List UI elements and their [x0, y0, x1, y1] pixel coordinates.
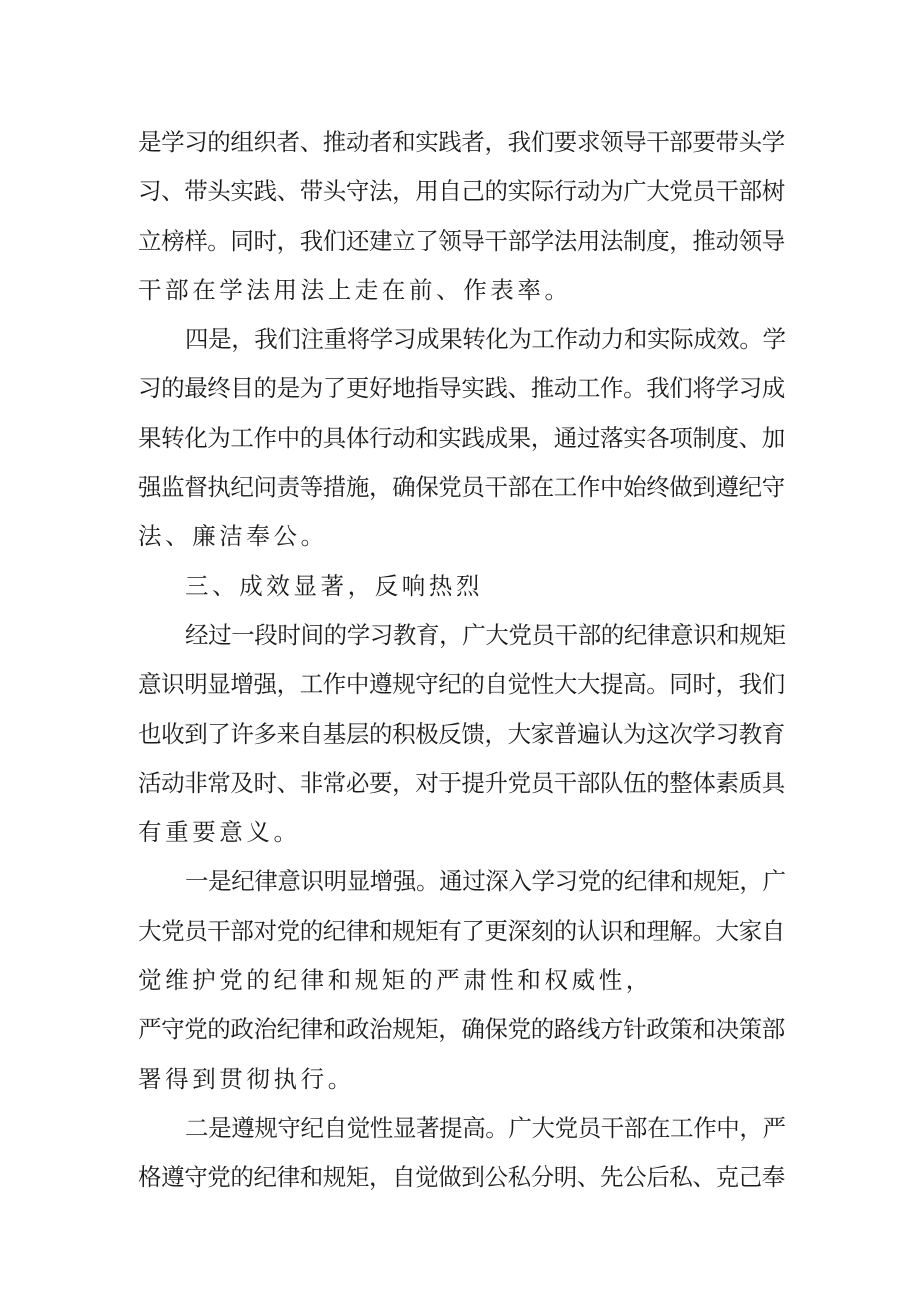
text-line: 果转化为工作中的具体行动和实践成果，通过落实各项制度、加 — [138, 423, 785, 452]
text-line: 有重要意义。 — [138, 818, 301, 847]
text-line: 强监督执纪问责等措施，确保党员干部在工作中始终做到遵纪守 — [138, 473, 785, 502]
paragraph-first-line: 经过一段时间的学习教育，广大党员干部的纪律意识和规矩 — [185, 620, 786, 649]
text-line: 也收到了许多来自基层的积极反馈，大家普遍认为这次学习教育 — [138, 719, 785, 748]
paragraph-first-line: 二是遵规守纪自觉性显著提高。广大党员干部在工作中，严 — [185, 1113, 786, 1142]
paragraph-first-line: 一是纪律意识明显增强。通过深入学习党的纪律和规矩，广 — [185, 867, 786, 896]
text-line: 格遵守党的纪律和规矩，自觉做到公私分明、先公后私、克己奉 — [138, 1163, 785, 1192]
paragraph-first-line: 三、成效显著，反响热烈 — [185, 571, 484, 600]
text-line: 习、带头实践、带头守法，用自己的实际行动为广大党员干部树 — [138, 177, 785, 206]
text-line: 干部在学法用法上走在前、作表率。 — [138, 275, 572, 304]
text-line: 严守党的政治纪律和政治规矩，确保党的路线方针政策和决策部 — [138, 1015, 785, 1044]
text-line: 是学习的组织者、推动者和实践者，我们要求领导干部要带头学 — [138, 128, 785, 156]
text-line: 觉维护党的纪律和规矩的严肃性和权威性， — [138, 966, 653, 995]
text-line: 习的最终目的是为了更好地指导实践、推动工作。我们将学习成 — [138, 374, 785, 403]
paragraph-first-line: 四是，我们注重将学习成果转化为工作动力和实际成效。学 — [185, 325, 786, 354]
text-line: 大党员干部对党的纪律和规矩有了更深刻的认识和理解。大家自 — [138, 916, 785, 945]
text-line: 法、廉洁奉公。 — [138, 522, 328, 551]
text-line: 活动非常及时、非常必要，对于提升党员干部队伍的整体素质具 — [138, 768, 785, 797]
document-body — [138, 118, 788, 1203]
text-line: 署得到贯彻执行。 — [138, 1064, 355, 1093]
text-line: 意识明显增强，工作中遵规守纪的自觉性大大提高。同时，我们 — [138, 670, 785, 699]
text-line: 立榜样。同时，我们还建立了领导干部学法用法制度，推动领导 — [138, 226, 785, 255]
